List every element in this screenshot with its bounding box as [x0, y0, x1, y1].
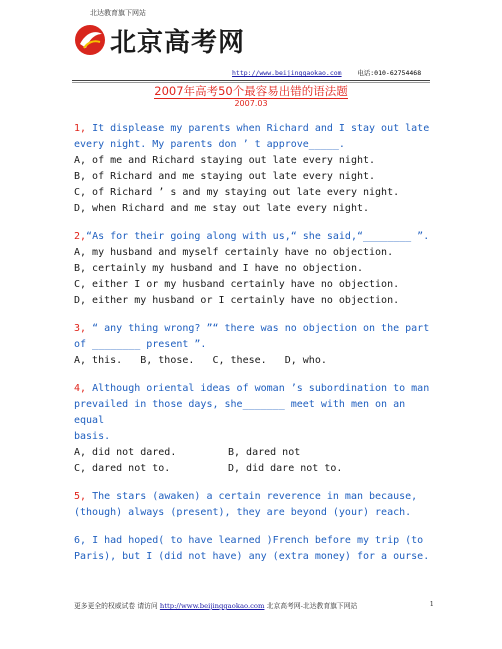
site-slogan: 北达教育旗下网站: [90, 9, 146, 17]
option-b: B, of Richard and me staying out late every night.: [74, 171, 376, 182]
question-4: [74, 381, 430, 477]
question-2: [74, 229, 430, 309]
question-stem-line: Paris), but I (did not have) any (extra money) for a ourse.: [74, 551, 430, 562]
header-contact: [232, 68, 421, 77]
option-row: [74, 445, 430, 461]
header-phone: 电话:010-62754468: [357, 69, 422, 77]
question-stem-line: of ________ present ”.: [74, 339, 207, 350]
option-a: A, did not dared.: [74, 447, 177, 458]
question-stem: 3, “ any thing wrong? ”“ there was no objection on the part: [74, 323, 430, 334]
option-c: C, of Richard ’ s and my staying out late every night.: [74, 187, 400, 198]
option-c: C, dared not to.: [74, 463, 171, 474]
option-b: B, certainly my husband and I have no objection.: [74, 263, 363, 274]
options-inline: A, this. B, those. C, these. D, who.: [74, 355, 327, 366]
question-stem-line: (though) always (present), they are beyond (your) reach.: [74, 507, 412, 518]
option-b: B, dared not: [228, 447, 301, 458]
option-row: [74, 461, 430, 477]
option-a: A, my husband and myself certainly have no objection.: [74, 247, 394, 258]
page-number: 1: [429, 600, 434, 608]
question-stem-line: basis.: [74, 431, 111, 442]
header-divider: [72, 80, 430, 81]
option-a: A, of me and Richard staying out late every night.: [74, 155, 376, 166]
logo-icon: [72, 22, 108, 58]
page-footer: [74, 600, 434, 610]
option-d: D, when Richard and me stay out late every night.: [74, 203, 370, 214]
footer-prefix: 更多更全的权威试卷 请访问: [74, 602, 158, 610]
footer-suffix: 北京高考网-北达教育旗下网站: [266, 602, 358, 610]
question-stem: 2,“As for their going along with us,“ she said,“________ ”.: [74, 231, 430, 242]
site-header: [72, 8, 432, 78]
logo-text: 北京高考网: [110, 28, 246, 58]
question-stem-line: prevailed in those days, she_______ meet with men on an equal: [74, 399, 406, 426]
question-1: [74, 121, 430, 217]
question-5: [74, 489, 430, 521]
footer-url-link[interactable]: http://www.beijinggaokao.com: [159, 602, 265, 610]
question-6: [74, 533, 430, 565]
document-date: 2007.03: [234, 99, 268, 108]
option-d: D, either my husband or I certainly have no objection.: [74, 295, 400, 306]
document-title: 2007年高考50个最容易出错的语法题: [154, 84, 348, 98]
question-stem-line: every night. My parents don ’ t approve_____.: [74, 139, 345, 150]
question-3: [74, 321, 430, 369]
question-stem: 4, Although oriental ideas of woman ’s subordination to man: [74, 383, 430, 394]
option-d: D, did dare not to.: [228, 463, 343, 474]
question-stem: 6, I had hoped( to have learned )French before my trip (to: [74, 535, 424, 546]
question-list: [74, 121, 430, 577]
header-url-link[interactable]: http://www.beijinggaokao.com: [232, 69, 342, 77]
option-c: C, either I or my husband certainly have no objection.: [74, 279, 400, 290]
question-stem: 5, The stars (awaken) a certain reverence in man because,: [74, 491, 418, 502]
question-stem: 1, It displease my parents when Richard and I stay out late: [74, 123, 430, 134]
